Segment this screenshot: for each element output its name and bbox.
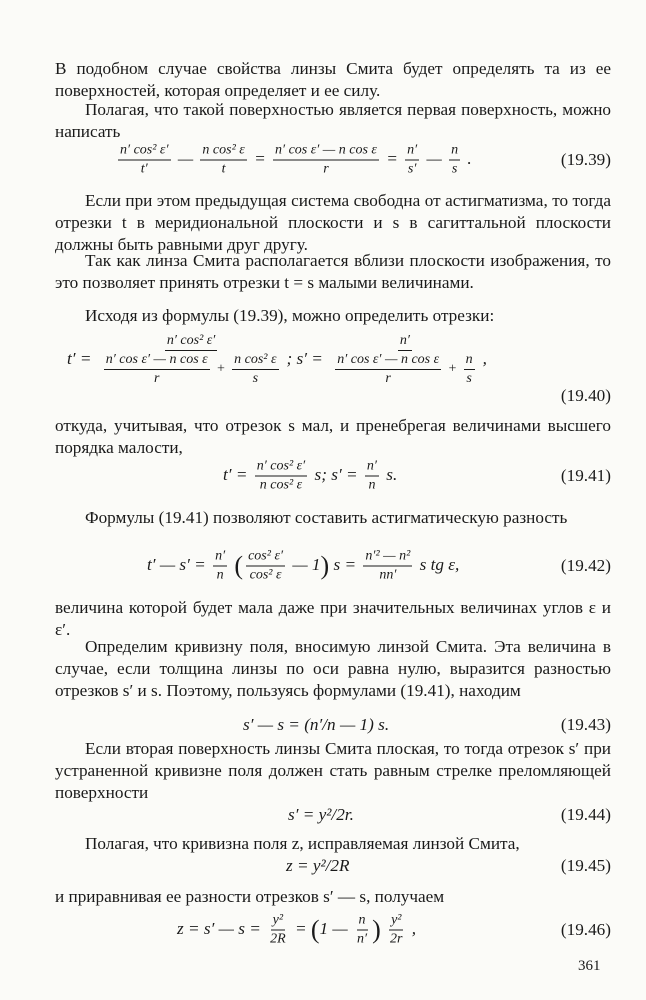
paragraph-7: Формулы (19.41) позволяют составить астигматическую разность	[85, 508, 568, 527]
frac-c: $\frac{\text{n′ cos ε′ — n cos ε}}{r}$	[275, 142, 377, 177]
equation-19-44-formula: s′ = y²/2r.	[288, 805, 354, 824]
equation-19-40-number-row	[55, 384, 611, 408]
equation-number: (19.45)	[560, 856, 611, 875]
paragraph-5: Исходя из формулы (19.39), можно определить отрезки:	[85, 306, 495, 325]
equation-19-45	[55, 846, 611, 886]
paragraph-10: Если вторая поверхность линзы Смита плоская, то тогда отрезок s′ при устраненной кривизне поля должен стать равным стрелке преломляющей поверхности	[55, 739, 611, 802]
equation-19-46-formula: z = s′ — s = $\frac{\text{y²}}{2R}$ = (1 — $\frac{n}{n'}$ ) $\frac{\text{y²}}{2r}$ ,	[177, 912, 417, 947]
equation-number: (19.40)	[560, 386, 611, 405]
paragraph-8: величина которой будет мала даже при значительных величинах углов ε и ε′.	[55, 598, 611, 639]
frac-e: $\frac{n}{s}$	[451, 142, 459, 177]
equation-number: (19.46)	[560, 920, 611, 939]
equation-19-39-formula: $\frac{\text{n′ cos² ε′}}{t'}$ — $\frac{\text{n cos² ε}}{t}$ = $\frac{\text{n′ cos ε′ — n cos ε}}{r}$ = $\frac{n'}{s'}$ — $\frac{n}{s}$ .	[120, 142, 472, 177]
paragraph-12: и приравнивая ее разности отрезков s′ — s, получаем	[55, 887, 445, 906]
paragraph-9: Определим кривизну поля, вносимую линзой Смита. Эта величина в случае, если толщина линзы по оси равна нулю, выразится разностью отрезков s′ и s. Поэтому, пользуясь формулами (19.41), находим	[55, 637, 611, 700]
paragraph-1: В подобном случае свойства линзы Смита будет определять та из ее поверхностей, которая определяет и ее силу.	[55, 59, 611, 100]
frac-b: $\frac{\text{n cos² ε}}{t}$	[202, 142, 245, 177]
page-number: 361	[578, 958, 601, 974]
equation-number: (19.44)	[560, 805, 611, 824]
equation-19-42	[55, 546, 611, 586]
equation-number: (19.39)	[560, 150, 611, 169]
equation-number: (19.41)	[560, 466, 611, 485]
equation-19-43-formula: s′ — s = (n′/n — 1) s.	[243, 715, 390, 734]
equation-19-45-formula: z = y²/2R	[286, 856, 350, 875]
paragraph-11: Полагая, что кривизна поля z, исправляемая линзой Смита,	[85, 834, 520, 853]
equation-number: (19.42)	[560, 556, 611, 575]
paragraph-2: Полагая, что такой поверхностью является первая поверхность, можно написать	[55, 100, 611, 141]
paragraph-3: Если при этом предыдущая система свободна от астигматизма, то тогда отрезки t в меридиональной плоскости и s в сагиттальной плоскости должны быть равными друг другу.	[55, 191, 611, 254]
equation-19-42-formula: t′ — s′ = $\frac{n'}{n}$ ( $\frac{\text{cos² ε′}}{\text{cos² ε}}$ — 1) s = $\frac{\text{n′² — n²}}{nn'}$ s tg ε,	[147, 548, 460, 583]
equation-19-39	[55, 140, 611, 180]
equation-number: (19.43)	[560, 715, 611, 734]
paragraph-6: откуда, учитывая, что отрезок s мал, и пренебрегая величинами высшего порядка малости,	[55, 416, 611, 457]
frac-d: $\frac{n'}{s'}$	[407, 142, 418, 177]
equation-19-46	[55, 910, 611, 950]
equation-19-44	[55, 795, 611, 835]
equation-19-41-formula: t′ = $\frac{\text{n′ cos² ε′}}{\text{n cos² ε}}$ s; s′ = $\frac{n'}{n}$ s.	[223, 458, 398, 493]
frac-a: $\frac{\text{n′ cos² ε′}}{t'}$	[120, 142, 169, 177]
equation-19-40	[55, 330, 611, 390]
equation-19-41	[55, 456, 611, 496]
paragraph-4: Так как линза Смита располагается вблизи плоскости изображения, то это позволяет принять отрезки t = s малыми величинами.	[55, 251, 611, 292]
equation-19-40-formula: t′ = n′ cos² ε′ $\frac{\text{n′ cos ε′ — n cos ε}}{r}$ + $\frac{\text{n cos² ε}}{s}$ ; s′ = n′ $\frac{\text{n′ cos ε′ — n cos ε}}{r}$ + $\frac{n}{s}$ ,	[67, 333, 487, 386]
